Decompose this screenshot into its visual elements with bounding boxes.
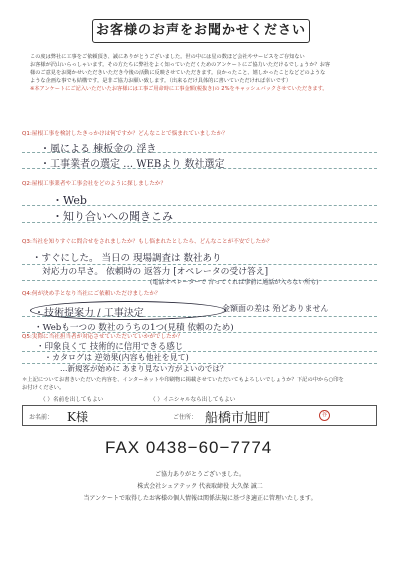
thanks-text: ご協力ありがとうございました。: [154, 471, 245, 478]
intro-line: 様のご意見をお聞かせいただきいただき今後の活動に反映させていただきます。良かったこと、嬉しかったことなどどのような: [30, 70, 326, 76]
intro-text: [30, 53, 378, 93]
handwritten-answer: 金額面の差は 殆どありません: [222, 304, 329, 313]
handwritten-answer: ・印象良くて 技術的に信用できる感じ: [36, 342, 184, 352]
address-value: 船橋市旭町: [205, 411, 271, 426]
option-initial-ok[interactable]: （ ）イニシャルなら出してもよい: [150, 397, 236, 403]
page-title: お客様のお声をお聞かせください: [92, 19, 310, 43]
question-2: [22, 180, 377, 223]
name-value: K様: [67, 410, 88, 424]
handwritten-answer: 対応力の早さ。 依頼時の 返答力 [オペレータの受け答え]: [42, 267, 269, 277]
fax-number: FAX 0438−60−7774: [105, 438, 273, 457]
question-label: Q4:何が決め手となり当社にご依頼いただけましたか？: [22, 291, 161, 297]
intro-line: お客様が沢山いらっしゃいます。その方たちに弊社をよく知っていただくためのアンケートにご協力いただけるでしょうか？お客: [30, 62, 331, 68]
question-1: [22, 130, 377, 170]
handwritten-answer: ・Web: [52, 194, 87, 207]
handwritten-answer: ・すぐにした。 当日の 現場調査は 数社あり: [32, 253, 222, 264]
ink-circle: [30, 301, 226, 320]
intro-line: ような企画な事でも結構です。是非ご協力お願い致します。（出来るだけ具体的に書いていただければ幸いです）: [30, 78, 292, 84]
consent-note: ＊上記についてお書きいただいた内容を、インターネットや印刷物に掲載させていただいてもよろしいでしょうか？下記の中から○印を: [22, 377, 344, 383]
address-label: ご住所：: [173, 414, 198, 421]
handwritten-answer: ・風による 棟板金の 浮き: [40, 144, 157, 155]
handwritten-answer: ・工事業者の選定 … WEBより 数社選定: [40, 159, 225, 170]
question-label: Q5:実際に当社担当者が対応させていただいていかがでしたか？: [22, 334, 183, 340]
question-label: Q1:屋根工事を検討したきっかけは何ですか？どんなことで悩まれていましたか？: [22, 131, 228, 137]
question-label: Q2:屋根工事業者や工事会社をどのように探しましたか？: [22, 181, 167, 187]
privacy-line: 当アンケートで取得したお客様の個人情報は関係法規に基づき適正に管理いたします。: [83, 495, 317, 502]
handwritten-answer: ・カタログは 逆効果(内容も他社を見て): [44, 353, 189, 362]
question-4: [22, 290, 377, 333]
question-3: [22, 238, 377, 286]
handwritten-answer: ・知り合いへの聞きこみ: [52, 210, 173, 223]
consent-note-cont: お付けください。: [22, 385, 65, 391]
option-name-ok[interactable]: （ ）名前を出してもよい: [40, 397, 104, 403]
question-label: Q3:当社を知りすぐに問合せをされましたか？もし悩まれたとしたら、どんなことが不安でしたか？: [22, 239, 273, 245]
seal-stamp: 谷: [319, 410, 330, 421]
intro-line: この度は弊社に工事をご依頼頂き、誠にありがとうございました。世の中には星の数ほど会社やサービスをご存知ない: [30, 54, 305, 60]
handwritten-answer: (電話オペレーターで 言ってくれば事前に通話が入らない所も): [150, 279, 319, 286]
handwritten-answer: ・Webも一つの 数社のうちの1つ(見積 依頼のため): [34, 323, 234, 333]
question-5: [22, 333, 377, 373]
cashback-note: ※本アンケートにご記入いただいたお客様には工事ご用命時に工事金額(税抜き)の 2%をキャッシュバックさせていただきます。: [30, 86, 328, 92]
handwritten-answer: ・技術提案力 / 工事決定: [34, 308, 144, 319]
handwritten-answer: …新規客が始めに あまり見ない方がよいのでは？: [60, 364, 228, 373]
name-label: お名前：: [29, 414, 54, 421]
company-line: 株式会社シェアテック 代表取締役 大久保 誠二: [137, 483, 263, 490]
